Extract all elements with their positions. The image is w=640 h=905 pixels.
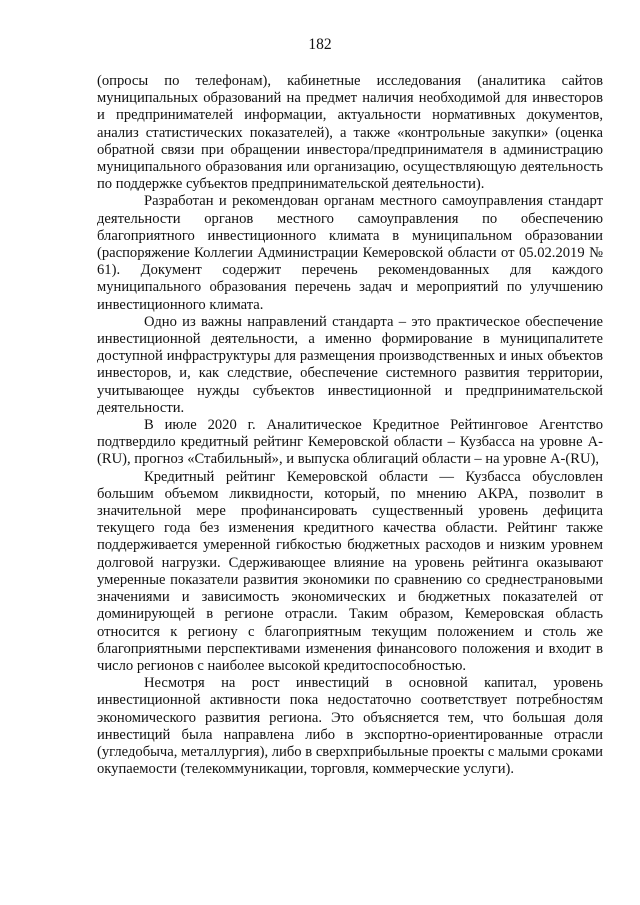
- paragraph-infrastructure: Одно из важны направлений стандарта – это практическое обеспечение инвестиционной деятельности, а именно формирование в муниципалитете доступной инфраструктуры для размещения производственных и иных объектов инвесторов, и, как следствие, обеспечение системного развития территории, учитывающее нужды субъектов инвестиционной и предпринимательской деятельности.: [97, 313, 603, 416]
- body-text: [97, 73, 603, 778]
- page-number: 182: [308, 36, 332, 53]
- paragraph-rating-confirmation: В июле 2020 г. Аналитическое Кредитное Рейтинговое Агентство подтвердило кредитный рейтинг Кемеровской области – Кузбасса на уровне A-(RU), прогноз «Стабильный», и выпуска облигаций области – на уровне A-(RU),: [97, 417, 603, 468]
- paragraph-investment-activity: Несмотря на рост инвестиций в основной капитал, уровень инвестиционной активности пока недостаточно соответствует потребностям экономического развития региона. Это объясняется тем, что большая доля инвестиций была направлена либо в экспортно-ориентированные отрасли (угледобыча, металлургия), либо в сверхприбыльные проекты с малыми сроками окупаемости (телекоммуникации, торговля, коммерческие услуги).: [97, 675, 603, 778]
- paragraph-rating-details: Кредитный рейтинг Кемеровской области — Кузбасса обусловлен большим объемом ликвидности, который, по мнению АКРА, позволит в значительной мере профинансировать существенный уровень дефицита текущего года без изменения кредитного качества области. Рейтинг также поддерживается умеренной гибкостью бюджетных расходов и низким уровнем долговой нагрузки. Сдерживающее влияние на уровень рейтинга оказывают умеренные показатели развития экономики по сравнению со среднестрановыми значениями и зависимость экономических и бюджетных показателей от доминирующей в регионе отрасли. Таким образом, Кемеровская область относится к региону с благоприятным текущим положением и столь же благоприятными перспективами изменения финансового положения и входит в число регионов с наиболее высокой кредитоспособностью.: [97, 468, 603, 674]
- paragraph-continuation: (опросы по телефонам), кабинетные исследования (аналитика сайтов муниципальных образований на предмет наличия необходимой для инвесторов и предпринимателей информации, актуальности нормативных документов, анализ статистических показателей), а также «контрольные закупки» (оценка обратной связи при обращении инвестора/предпринимателя в администрацию муниципального образования или организацию, осуществляющую деятельность по поддержке субъектов предпринимательской деятельности).: [97, 73, 603, 193]
- paragraph-standard: Разработан и рекомендован органам местного самоуправления стандарт деятельности органов местного самоуправления по обеспечению благоприятного инвестиционного климата в муниципальном образовании (распоряжение Коллегии Администрации Кемеровской области от 05.02.2019 № 61). Документ содержит перечень рекомендованных для каждого муниципального образования перечень задач и мероприятий по улучшению инвестиционного климата.: [97, 193, 603, 313]
